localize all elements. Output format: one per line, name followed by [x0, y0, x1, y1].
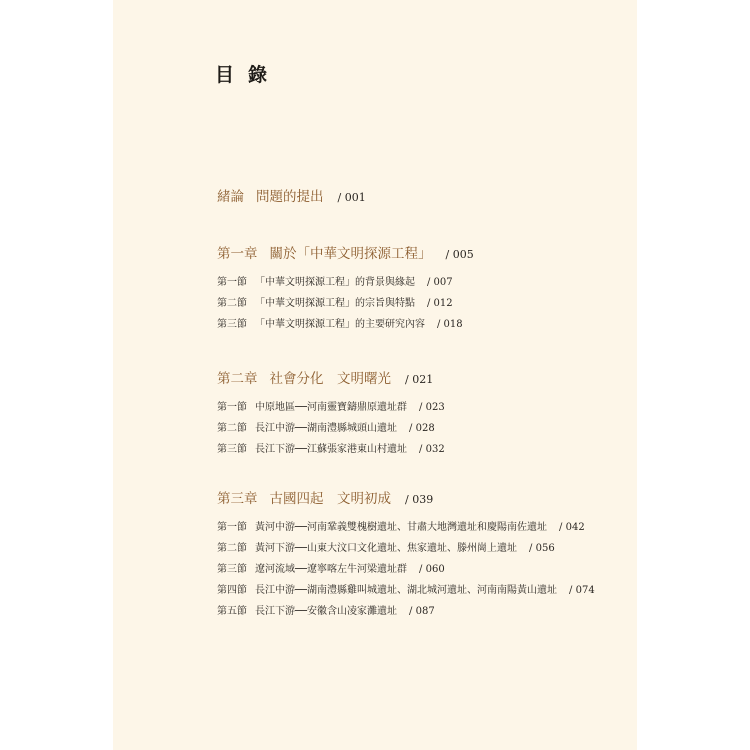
section-label: 第三節 — [217, 319, 247, 330]
section-row[interactable] — [217, 314, 627, 335]
section-title: 長江下游──安徽含山凌家灘遺址 — [255, 606, 398, 617]
intro-page: / 001 — [337, 191, 366, 204]
section-row[interactable] — [217, 293, 627, 314]
section-label: 第一節 — [217, 402, 247, 413]
chapter-heading[interactable] — [217, 369, 627, 390]
section-label: 第三節 — [217, 444, 247, 455]
section-title: 遼河流域──遼寧喀左牛河梁遺址群 — [255, 564, 408, 575]
section-page: / 074 — [569, 585, 595, 596]
section-row[interactable] — [217, 580, 627, 601]
section-row[interactable] — [217, 272, 627, 293]
section-title: 中原地區──河南靈寶鑄鼎原遺址群 — [255, 402, 408, 413]
section-title: 長江中游──湖南澧縣雞叫城遺址、湖北城河遺址、河南南陽黃山遺址 — [255, 585, 558, 596]
chapter-label: 第一章 — [217, 246, 258, 262]
chapter-title: 關於「中華文明探源工程」 — [269, 246, 432, 262]
section-label: 第五節 — [217, 606, 247, 617]
section-title: 長江下游──江蘇張家港東山村遺址 — [255, 444, 408, 455]
section-label: 第二節 — [217, 423, 247, 434]
intro-title: 問題的提出 — [256, 189, 324, 205]
chapter-page: / 021 — [405, 373, 434, 386]
section-row[interactable] — [217, 418, 627, 439]
section-title: 長江中游──湖南澧縣城頭山遺址 — [255, 423, 398, 434]
section-page: / 018 — [437, 319, 463, 330]
section-row[interactable] — [217, 538, 627, 559]
section-page: / 060 — [419, 564, 445, 575]
section-row[interactable] — [217, 397, 627, 418]
chapter-title: 古國四起 文明初成 — [269, 491, 391, 507]
section-page: / 056 — [529, 543, 555, 554]
section-page: / 028 — [409, 423, 435, 434]
chapter-1 — [217, 244, 627, 335]
toc-page — [113, 0, 637, 750]
section-page: / 032 — [419, 444, 445, 455]
intro-heading[interactable] — [217, 187, 627, 208]
chapter-page: / 005 — [445, 248, 474, 261]
section-title: 黃河下游──山東大汶口文化遺址、焦家遺址、滕州崗上遺址 — [255, 543, 518, 554]
section-page: / 042 — [559, 522, 585, 533]
intro-label: 緒論 — [217, 189, 244, 205]
chapter-label: 第三章 — [217, 491, 258, 507]
chapter-title: 社會分化 文明曙光 — [269, 371, 391, 387]
chapter-2 — [217, 369, 627, 460]
section-title: 黃河中游──河南鞏義雙槐樹遺址、甘肅大地灣遺址和慶陽南佐遺址 — [255, 522, 548, 533]
section-label: 第二節 — [217, 543, 247, 554]
chapter-3 — [217, 489, 627, 622]
section-label: 第二節 — [217, 298, 247, 309]
section-page: / 023 — [419, 402, 445, 413]
intro-entry — [217, 187, 627, 208]
section-title: 「中華文明探源工程」的背景與緣起 — [255, 277, 415, 288]
section-row[interactable] — [217, 559, 627, 580]
page-title: 目錄 — [215, 64, 282, 86]
section-row[interactable] — [217, 601, 627, 622]
chapter-heading[interactable] — [217, 244, 627, 265]
section-page: / 007 — [427, 277, 453, 288]
section-label: 第四節 — [217, 585, 247, 596]
chapter-label: 第二章 — [217, 371, 258, 387]
chapter-heading[interactable] — [217, 489, 627, 510]
section-page: / 012 — [427, 298, 453, 309]
section-title: 「中華文明探源工程」的宗旨與特點 — [255, 298, 415, 309]
section-row[interactable] — [217, 439, 627, 460]
section-page: / 087 — [409, 606, 435, 617]
section-title: 「中華文明探源工程」的主要研究內容 — [255, 319, 425, 330]
section-label: 第一節 — [217, 522, 247, 533]
section-row[interactable] — [217, 517, 627, 538]
chapter-page: / 039 — [405, 493, 434, 506]
section-label: 第一節 — [217, 277, 247, 288]
section-label: 第三節 — [217, 564, 247, 575]
